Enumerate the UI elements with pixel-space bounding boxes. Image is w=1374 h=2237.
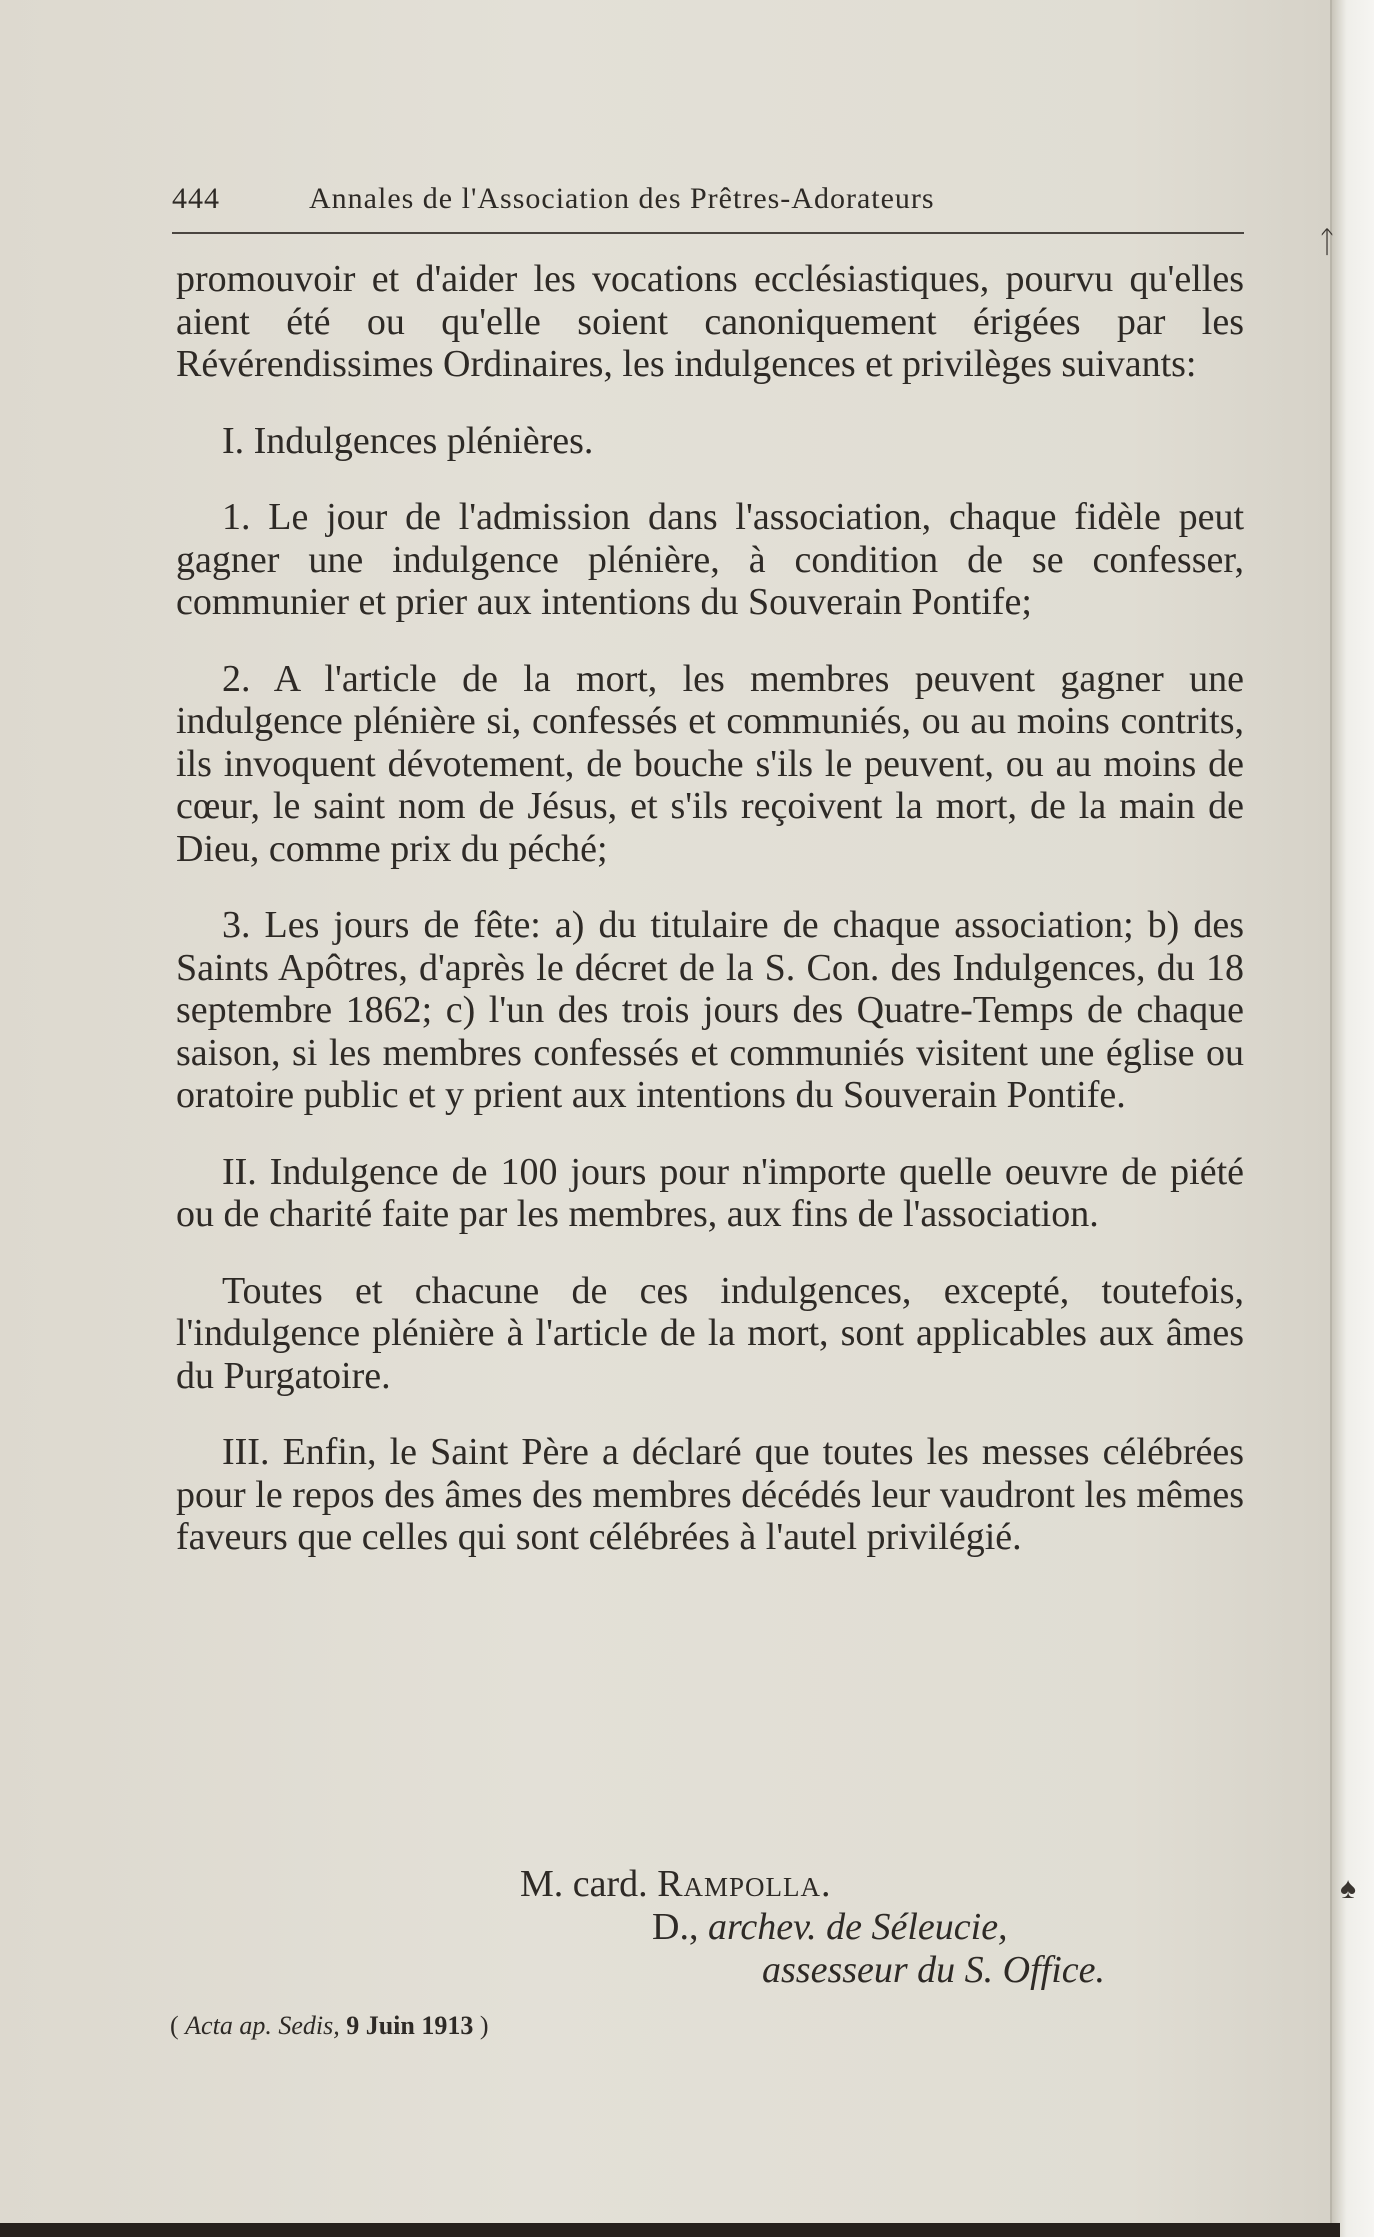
running-title: Annales de l'Association des Prêtres-Adorateurs: [309, 182, 935, 215]
signature-line-3: assesseur du S. Office.: [762, 1949, 1106, 1991]
signature-prefix: M. card.: [520, 1863, 648, 1905]
paragraph-purgatoire: Toutes et chacune de ces indulgences, excepté, toutefois, l'indulgence plénière à l'article de la mort, sont applicables aux âmes du Purgatoire.: [176, 1269, 1244, 1397]
source-date: 9 Juin 1913: [346, 2011, 474, 2040]
page-number: 444: [172, 182, 220, 215]
signature-line-2: [652, 1905, 1008, 1949]
paragraph-item-2: 2. A l'article de la mort, les membres peuvent gagner une indulgence plénière si, confessés et communiés, ou au moins contrits, ils invoquent dévotement, de bouche s'ils le peuvent, ou au moins de cœur, le saint nom de Jésus, et s'ils reçoivent la mort, de la main de Dieu, comme prix du péché;: [176, 657, 1244, 870]
paragraph-indulgence-100-jours: II. Indulgence de 100 jours pour n'importe quelle oeuvre de piété ou de charité faite par les membres, aux fins de l'association.: [176, 1150, 1244, 1235]
paragraph-item-3: 3. Les jours de fête: a) du titulaire de chaque association; b) des Saints Apôtres, d'après le décret de la S. Con. des Indulgences, du 18 septembre 1862; c) l'un des trois jours des Quatre-Temps de chaque saison, si les membres confessés et communiés visitent une église ou oratoire public et y prient aux intentions du Souverain Pontife.: [176, 904, 1244, 1116]
signature-initial: D.,: [652, 1906, 699, 1948]
margin-mark-icon: ♠: [1340, 1872, 1356, 1905]
source-citation: ( Acta ap. Sedis, 9 Juin 1913 ): [170, 2011, 489, 2040]
signature-title: archev. de Séleucie,: [707, 1906, 1008, 1948]
paragraph-intro: promouvoir et d'aider les vocations ecclésiastiques, pourvu qu'elles aient été ou qu'elle soient canoniquement érigées par les Révérendissimes Ordinaires, les indulgences et privilèges suivants:: [176, 258, 1244, 385]
source-journal: Acta ap. Sedis,: [185, 2011, 340, 2040]
signature-name: Rampolla.: [657, 1863, 832, 1905]
body-text: [176, 258, 1244, 1593]
header-rule: [172, 232, 1244, 234]
section-heading-indulgences-plenieres: I. Indulgences plénières.: [222, 419, 594, 462]
signature-line-1: [520, 1862, 832, 1906]
bottom-border: [0, 2223, 1340, 2237]
paragraph-autel-privilegie: III. Enfin, le Saint Père a déclaré que toutes les messes célébrées pour le repos des âmes des membres décédés leur vaudront les mêmes faveurs que celles qui sont célébrées à l'autel privilégié.: [176, 1431, 1244, 1558]
paragraph-item-1: 1. Le jour de l'admission dans l'association, chaque fidèle peut gagner une indulgence plénière, à condition de se confesser, communier et prier aux intentions du Souverain Pontife;: [176, 496, 1244, 623]
margin-mark-icon: ᛏ: [1318, 226, 1336, 259]
